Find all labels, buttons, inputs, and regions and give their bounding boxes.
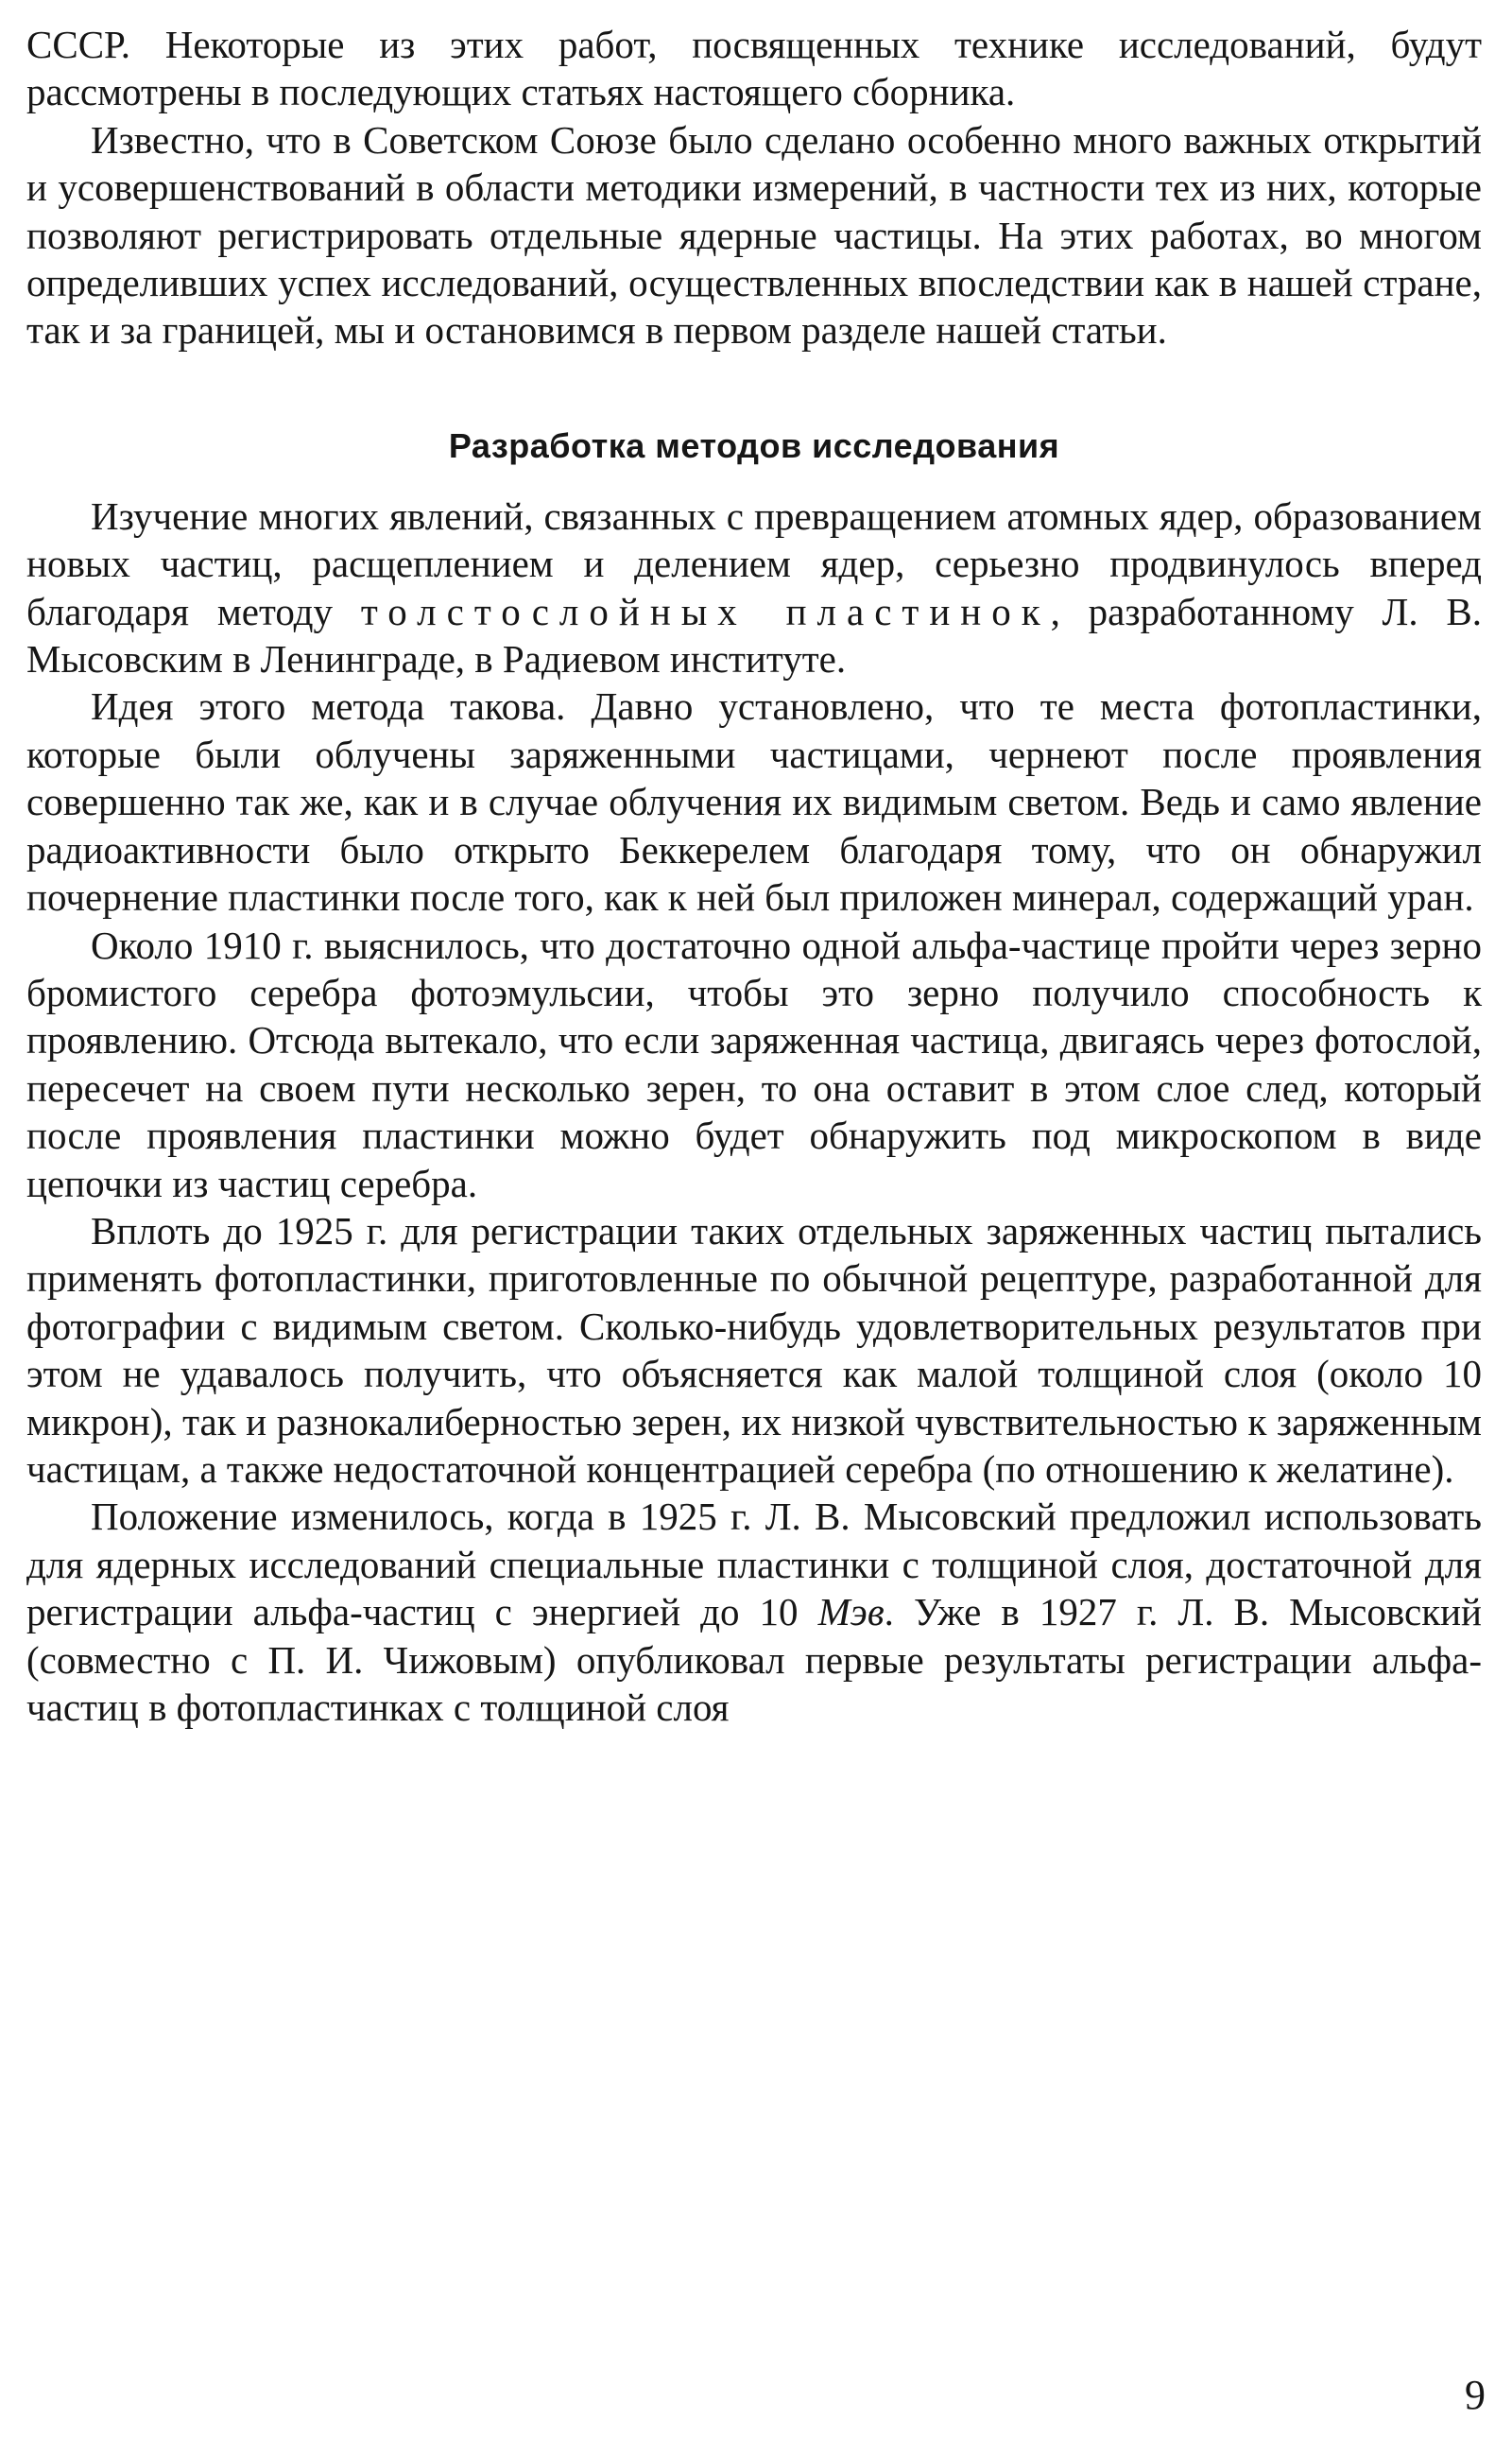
page-number: 9 xyxy=(1465,2372,1486,2418)
section-paragraph-1 xyxy=(26,493,1482,683)
paragraph-5-text-end: . Уже в 1927 г. Л. В. Мысовский (совместно с П. И. Чижовым) опубликовал первые результаты регистрации альфа-частиц в фотопластинках с толщиной слоя xyxy=(26,1590,1483,1729)
section-paragraph-3: Около 1910 г. выяснилось, что достаточно одной альфа-частице пройти через зерно бромистого серебра фотоэмульсии, чтобы это зерно получило способность к проявлению. Отсюда вытекало, что если заряженная частица, двигаясь через фотослой, пересечет на своем пути несколько зерен, то она оставит в этом слое след, который после проявления пластинки можно будет обнаружить под микроскопом в виде цепочки из частиц серебра. xyxy=(26,923,1482,1205)
energy-unit: Мэв xyxy=(817,1590,885,1634)
intro-paragraph-1: СССР. Некоторые из этих работ, посвященных технике исследований, будут рассмотрены в последующих статьях настоящего сборника. xyxy=(26,23,1482,114)
paragraph-1-text-start: Изучение многих явлений, связанных с превращением атомных ядер, образованием новых частиц, расщеплением и делением ядер, серьезно продвинулось вперед благодаря методу xyxy=(26,493,1482,633)
paragraph-5-text-start: Положение изменилось, когда в 1925 г. Л. В. Мысовский предложил использовать для ядерных исследований специальные пластинки с толщиной слоя, достаточной для регистрации альфа-частиц с энергией до 10 xyxy=(26,1495,1482,1634)
document-page xyxy=(26,21,1482,1731)
section-heading: Разработка методов исследования xyxy=(448,425,1060,465)
section-paragraph-5 xyxy=(26,1493,1482,1731)
paragraph-1-text-end: , разработанному Л. В. Мысовским в Ленинграде, в Радиевом институте. xyxy=(26,589,1482,682)
intro-paragraph-2: Известно, что в Советском Союзе было сделано особенно много важных открытий и усовершенствований в области методики измерений, в частности тех из них, которые позволяют регистрировать отдельные ядерные частицы. На этих работах, во многом определивших успех исследований, осуществленных впоследствии как в нашей стране, так и за границей, мы и остановимся в первом разделе нашей статьи. xyxy=(26,117,1482,353)
section-paragraph-4: Вплоть до 1925 г. для регистрации таких отдельных заряженных частиц пытались применять фотопластинки, приготовленные по обычной рецептуре, разработанной для фотографии с видимым светом. Сколько-нибудь удовлетворительных результатов при этом не удавалось получить, что объясняется как малой толщиной слоя (около 10 микрон), так и разнокалиберностью зерен, их низкой чувствительностью к заряженным частицам, а также недостаточной концентрацией серебра (по отношению к желатине). xyxy=(26,1208,1482,1491)
method-name-emphasis: толстослойных пластинок xyxy=(360,589,1051,633)
section-paragraph-2: Идея этого метода такова. Давно установлено, что те места фотопластинки, которые были облучены заряженными частицами, чернеют после проявления совершенно так же, как и в случае облучения их видимым светом. Ведь и само явление радиоактивности было открыто Беккерелем благодаря тому, что он обнаружил почернение пластинки после того, как к ней был приложен минерал, содержащий уран. xyxy=(26,684,1482,920)
